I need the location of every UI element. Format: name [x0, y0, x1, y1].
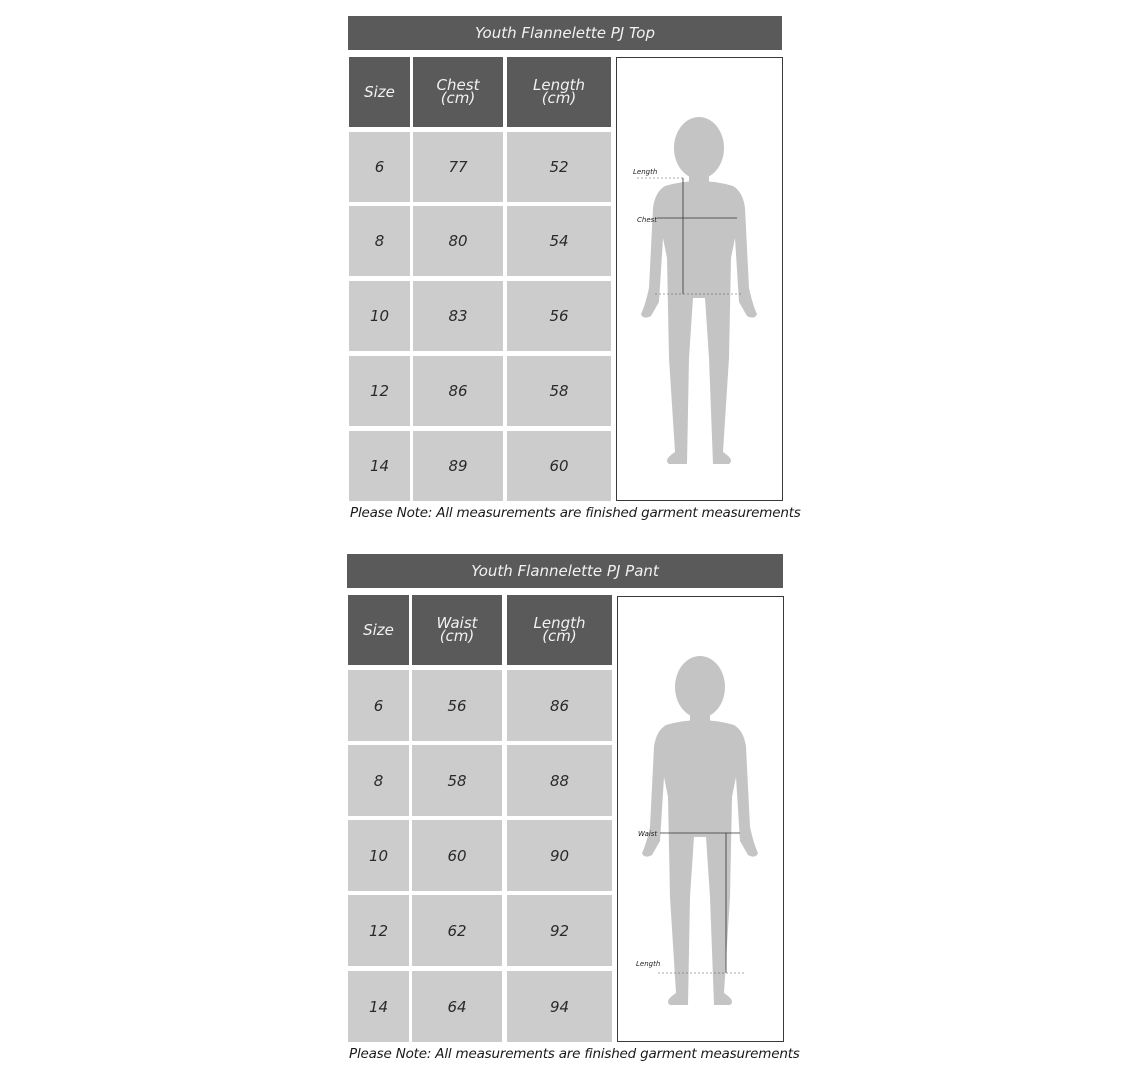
table-cell: 89 [413, 431, 503, 501]
table-cell: 60 [507, 431, 611, 501]
top-size-chart [348, 16, 801, 526]
table-cell: 8 [348, 745, 409, 816]
child-silhouette-icon [617, 58, 784, 502]
table-cell: 80 [413, 206, 503, 276]
top-chart-note: Please Note: All measurements are finished garment measurements [350, 505, 801, 521]
table-cell: 12 [349, 356, 410, 426]
table-cell: 60 [412, 820, 502, 891]
table-cell: 86 [507, 670, 612, 741]
header-chest-unit: (cm) [440, 89, 476, 107]
figure-label-length: Length [636, 960, 661, 968]
child-silhouette-icon [618, 597, 785, 1043]
header-size [349, 57, 410, 127]
header-size-label: Size [364, 82, 395, 101]
table-cell: 8 [349, 206, 410, 276]
table-cell: 88 [507, 745, 612, 816]
table-cell: 83 [413, 281, 503, 351]
header-length-label: Length [532, 76, 585, 94]
table-cell: 56 [507, 281, 611, 351]
table-cell: 6 [348, 670, 409, 741]
table-cell: 56 [412, 670, 502, 741]
table-cell: 54 [507, 206, 611, 276]
figure-label-length: Length [633, 168, 658, 176]
pant-measurement-figure [617, 596, 784, 1042]
header-length-label: Length [533, 614, 586, 632]
table-cell: 52 [507, 132, 611, 202]
header-length [507, 595, 612, 665]
top-measurement-figure [616, 57, 783, 501]
table-cell: 14 [349, 431, 410, 501]
figure-label-waist: Waist [638, 830, 658, 838]
table-cell: 90 [507, 820, 612, 891]
table-cell: 10 [349, 281, 410, 351]
figure-label-chest: Chest [637, 216, 658, 224]
table-cell: 6 [349, 132, 410, 202]
top-chart-title: Youth Flannelette PJ Top [348, 16, 782, 50]
header-length [507, 57, 611, 127]
header-length-unit: (cm) [541, 89, 577, 107]
table-cell: 64 [412, 971, 502, 1042]
header-chest-label: Chest [436, 76, 480, 94]
table-cell: 94 [507, 971, 612, 1042]
header-chest [413, 57, 503, 127]
table-cell: 92 [507, 895, 612, 966]
header-waist [412, 595, 502, 665]
header-size [348, 595, 409, 665]
table-cell: 10 [348, 820, 409, 891]
table-cell: 62 [412, 895, 502, 966]
pant-chart-note: Please Note: All measurements are finished garment measurements [349, 1046, 800, 1062]
pant-chart-title: Youth Flannelette PJ Pant [347, 554, 783, 588]
header-length-unit: (cm) [542, 627, 577, 645]
table-cell: 86 [413, 356, 503, 426]
table-cell: 12 [348, 895, 409, 966]
table-cell: 14 [348, 971, 409, 1042]
pant-size-chart [347, 554, 800, 1066]
header-waist-unit: (cm) [439, 627, 475, 645]
table-cell: 77 [413, 132, 503, 202]
table-cell: 58 [507, 356, 611, 426]
table-cell: 58 [412, 745, 502, 816]
header-size-label: Size [363, 620, 394, 639]
header-waist-label: Waist [436, 614, 478, 632]
